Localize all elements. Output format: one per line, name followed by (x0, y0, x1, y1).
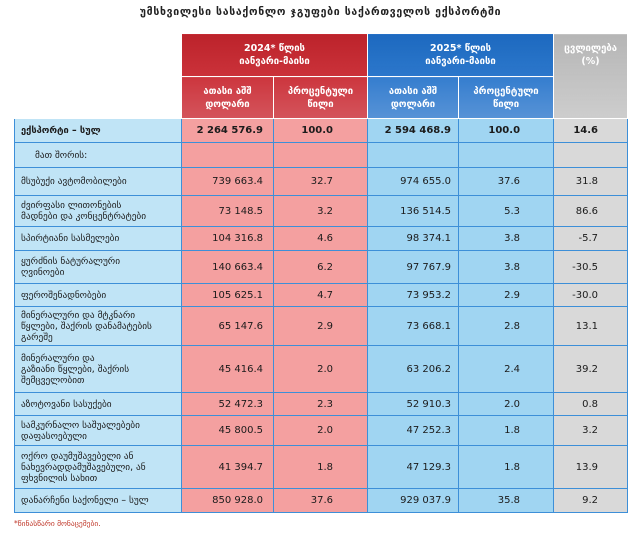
row-label (15, 119, 182, 143)
share-2025-cell: 35.8 (459, 489, 554, 513)
share-2025-cell: 5.3 (459, 196, 554, 227)
header-period-2024-year: 2024* წლის (244, 43, 305, 54)
value-2024-cell: 65 147.6 (182, 307, 274, 346)
value-2025-cell: 47 252.3 (368, 416, 459, 446)
value-2025-cell: 98 374.1 (368, 227, 459, 251)
share-2024-cell: 100.0 (274, 119, 368, 143)
header-period-2025-months: იანვარი-მაისი (425, 56, 496, 67)
share-2025-cell: 2.8 (459, 307, 554, 346)
change-cell: 3.2 (554, 416, 628, 446)
row-label (15, 416, 182, 446)
value-2025-cell: 47 129.3 (368, 446, 459, 489)
change-cell: 13.1 (554, 307, 628, 346)
row-label-line: დანარჩენი საქონელი – სულ (21, 495, 149, 506)
row-label-line: სპირტიანი სასმელები (21, 233, 120, 244)
row-label (15, 284, 182, 307)
value-2025-cell (368, 143, 459, 168)
share-2024-cell: 2.3 (274, 393, 368, 416)
share-2024-cell: 2.9 (274, 307, 368, 346)
header-blank-cell (15, 34, 182, 119)
share-2025-cell: 2.4 (459, 346, 554, 393)
header-period-2024 (182, 34, 368, 77)
row-label-line: მადნები და კონცენტრატები (21, 211, 147, 222)
table-row-item (15, 346, 628, 393)
change-cell: -5.7 (554, 227, 628, 251)
header-share-2024 (274, 77, 368, 119)
row-label (15, 393, 182, 416)
row-label (15, 251, 182, 284)
table-row-item (15, 251, 628, 284)
row-label-line: შემცველობით (21, 374, 85, 386)
change-cell: 9.2 (554, 489, 628, 513)
value-2024-cell: 140 663.4 (182, 251, 274, 284)
row-label-line: ფეროშენადნობები (21, 289, 107, 301)
share-2025-cell: 37.6 (459, 168, 554, 196)
value-2024-cell: 105 625.1 (182, 284, 274, 307)
header-value-line: დოლარი (390, 98, 436, 110)
row-label-line: სამკურნალო საშუალებები (21, 419, 140, 431)
share-2024-cell: 1.8 (274, 446, 368, 489)
share-2024-cell (274, 143, 368, 168)
header-row-periods (15, 34, 628, 77)
share-2025-cell (459, 143, 554, 168)
row-label (15, 446, 182, 489)
row-label (15, 346, 182, 393)
row-label (15, 307, 182, 346)
share-2025-cell: 1.8 (459, 446, 554, 489)
row-label-line: ღვინოები (21, 267, 65, 278)
table-row-item (15, 284, 628, 307)
value-2024-cell: 45 416.4 (182, 346, 274, 393)
change-cell (554, 143, 628, 168)
row-label-line: აზოტოვანი სასუქები (21, 398, 112, 410)
row-label-line: დაფასოებული (21, 430, 87, 442)
header-share-line: პროცენტული (287, 85, 354, 97)
header-value-line: ათასი აშშ (388, 85, 438, 97)
value-2025-cell: 63 206.2 (368, 346, 459, 393)
value-2024-cell: 739 663.4 (182, 168, 274, 196)
header-period-2024-months: იანვარი-მაისი (239, 56, 310, 67)
header-share-line: წილი (492, 98, 520, 110)
header-value-line: ათასი აშშ (203, 85, 252, 97)
table-row-remainder (15, 489, 628, 513)
row-label-line: მინერალური და მტკნარი (21, 309, 136, 321)
header-period-2025 (368, 34, 554, 77)
header-share-line: პროცენტული (473, 85, 539, 97)
table-row-item (15, 307, 628, 346)
row-label (15, 143, 182, 168)
change-cell: 0.8 (554, 393, 628, 416)
share-2024-cell: 2.0 (274, 346, 368, 393)
header-value-2025 (368, 77, 459, 119)
footnote: *წინასწარი მონაცემები. (14, 519, 101, 528)
row-label-line: ფხვნილის სახით (21, 472, 98, 484)
change-cell: 14.6 (554, 119, 628, 143)
header-share-2025 (459, 77, 554, 119)
row-label-line: გაზიანი წყლები, შაქრის (21, 363, 130, 375)
change-cell: 13.9 (554, 446, 628, 489)
row-label (15, 489, 182, 513)
header-change-label: ცვლილება (564, 43, 617, 54)
table-row-item (15, 227, 628, 251)
share-2025-cell: 100.0 (459, 119, 554, 143)
change-cell: 86.6 (554, 196, 628, 227)
table-header (15, 34, 628, 119)
table-body (15, 119, 628, 513)
header-value-line: დოლარი (205, 98, 250, 110)
share-2024-cell: 2.0 (274, 416, 368, 446)
table-row-item (15, 196, 628, 227)
value-2025-cell: 73 953.2 (368, 284, 459, 307)
table-row-item (15, 446, 628, 489)
header-value-2024 (182, 77, 274, 119)
value-2024-cell: 2 264 576.9 (182, 119, 274, 143)
share-2024-cell: 4.6 (274, 227, 368, 251)
row-label (15, 227, 182, 251)
share-2024-cell: 4.7 (274, 284, 368, 307)
share-2024-cell: 37.6 (274, 489, 368, 513)
table-row-of-which (15, 143, 628, 168)
value-2024-cell: 52 472.3 (182, 393, 274, 416)
table-title: უმსხვილესი სასაქონლო ჯგუფები საქართველოს ექსპორტში (139, 6, 502, 18)
row-label-line: გარეშე (21, 331, 53, 343)
table-row-item (15, 416, 628, 446)
change-cell: -30.5 (554, 251, 628, 284)
share-2024-cell: 3.2 (274, 196, 368, 227)
value-2025-cell: 929 037.9 (368, 489, 459, 513)
share-2025-cell: 1.8 (459, 416, 554, 446)
row-label-line: ნახევრადდამუშავებული, ან (21, 461, 146, 473)
row-label-line: წყლები, შაქრის დანამატების (21, 320, 152, 332)
row-label-line: მინერალური და (21, 352, 95, 364)
share-2025-cell: 2.9 (459, 284, 554, 307)
value-2025-cell: 52 910.3 (368, 393, 459, 416)
row-label (15, 168, 182, 196)
row-label-line: მათ შორის: (35, 149, 88, 161)
share-2024-cell: 6.2 (274, 251, 368, 284)
value-2025-cell: 97 767.9 (368, 251, 459, 284)
value-2024-cell (182, 143, 274, 168)
value-2024-cell: 41 394.7 (182, 446, 274, 489)
table-row-item (15, 168, 628, 196)
value-2024-cell: 45 800.5 (182, 416, 274, 446)
header-change-unit: (%) (581, 56, 600, 67)
value-2025-cell: 73 668.1 (368, 307, 459, 346)
share-2025-cell: 2.0 (459, 393, 554, 416)
value-2024-cell: 850 928.0 (182, 489, 274, 513)
value-2025-cell: 136 514.5 (368, 196, 459, 227)
row-label-line: ძვირფასი ლითონების (21, 200, 122, 211)
table-row-item (15, 393, 628, 416)
row-label-line: ყურძნის ნატურალური (21, 256, 121, 267)
share-2025-cell: 3.8 (459, 227, 554, 251)
share-2024-cell: 32.7 (274, 168, 368, 196)
row-label-line: ოქრო დაუმუშავებელი ან (21, 450, 134, 462)
exports-table (14, 33, 628, 513)
value-2024-cell: 104 316.8 (182, 227, 274, 251)
table-row-total (15, 119, 628, 143)
value-2025-cell: 2 594 468.9 (368, 119, 459, 143)
value-2024-cell: 73 148.5 (182, 196, 274, 227)
row-label (15, 196, 182, 227)
row-label-line: მსუბუქი ავტომობილები (21, 176, 127, 187)
header-share-line: წილი (307, 98, 334, 110)
change-cell: 39.2 (554, 346, 628, 393)
share-2025-cell: 3.8 (459, 251, 554, 284)
change-cell: -30.0 (554, 284, 628, 307)
value-2025-cell: 974 655.0 (368, 168, 459, 196)
row-label-line: ექსპორტი – სულ (21, 125, 101, 136)
header-period-2025-year: 2025* წლის (430, 43, 491, 54)
change-cell: 31.8 (554, 168, 628, 196)
header-change (554, 34, 628, 119)
